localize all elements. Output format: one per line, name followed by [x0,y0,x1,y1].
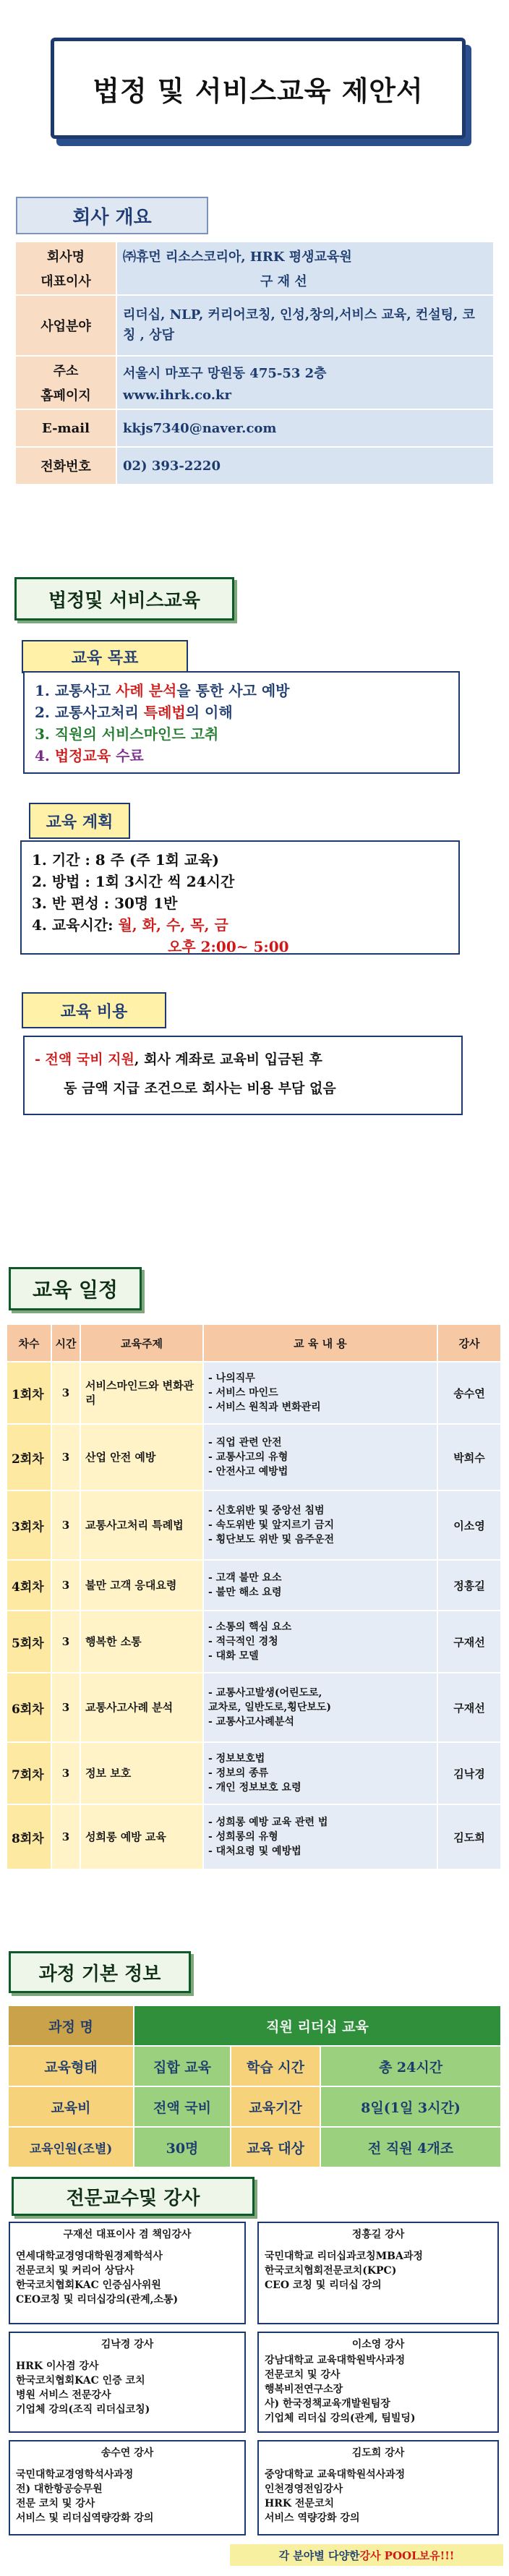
hours-cell: 3 [51,1804,80,1869]
teacher-cell: 이소영 [437,1490,501,1560]
company-overview-heading: 회사 개요 [16,197,208,234]
round-cell: 3회차 [7,1490,51,1560]
schedule-table [6,1323,502,1870]
schedule-header-row [7,1324,501,1362]
round-cell: 2회차 [7,1424,51,1490]
round-cell: 1회차 [7,1362,51,1424]
content-cell [203,1424,437,1490]
course-info-row [8,2086,501,2127]
schedule-row [7,1611,501,1673]
round-cell: 7회차 [7,1742,51,1804]
plan-item: 4. 교육시간: 월, 화, 수, 목, 금 [32,916,228,934]
content-cell [203,1560,437,1611]
plan-item: 1. 기간 : 8 주 (주 1회 교육) [32,851,220,869]
content-line: - 교통사고의 유형 [208,1451,288,1463]
instructor-card: 김도희 강사 중앙대학교 교육대학원석사과정 인천경영전임강사 HRK 전문코치 서비스 역량강화 강의 [257,2440,499,2536]
info-value: 총 24시간 [320,2046,501,2086]
instructor-pool-banner: 각 분야별 다양한 강사 POOL 보유!!! [230,2544,503,2566]
topic-cell: 정보 보호 [80,1742,203,1804]
plan-list [20,840,460,955]
info-key: 학습 시간 [231,2046,320,2086]
content-cell [203,1611,437,1673]
course-name-key: 과정 명 [8,2005,134,2046]
hours-cell: 3 [51,1742,80,1804]
document-title: 법정 및 서비스교육 제안서 [51,38,466,139]
content-line: 교차로, 일반도로,횡단보도) [208,1702,332,1713]
cost-line-1: - 전액 국비 지원, 회사 계좌로 교육비 입금된 후 [35,1052,322,1067]
content-cell [203,1490,437,1560]
goals-label: 교육 목표 [22,640,188,673]
teacher-cell: 김도희 [437,1804,501,1869]
company-info-table [14,241,495,485]
content-line: - 대화 모델 [208,1650,259,1662]
topic-cell: 산업 안전 예방 [80,1424,203,1490]
teacher-cell: 송수연 [437,1362,501,1424]
content-cell [203,1804,437,1869]
content-line: - 개인 정보보호 요령 [208,1782,301,1794]
schedule-row [7,1424,501,1490]
cost-line-2: 동 금액 지급 조건으로 회사는 비용 부담 없음 [64,1080,336,1096]
hours-cell: 3 [51,1673,80,1742]
col-teacher: 강사 [437,1324,501,1362]
address-key: 주소 [53,364,79,379]
topic-cell: 교통사고사례 분석 [80,1673,203,1742]
instructor-card: 이소영 강사 강남대학교 교육대학원박사과정 전문코치 및 강사 행복비전연구소장 사) 한국정책교육개발원팀장 기업체 리더십 강의(관계, 팀빌딩) [257,2332,499,2433]
content-line: - 성희롱 예방 교육 관련 법 [208,1817,328,1828]
info-value: 8일(1일 3시간) [320,2086,501,2127]
col-topic: 교육주제 [80,1324,203,1362]
homepage-key: 홈페이지 [40,388,91,404]
program-heading: 법정및 서비스교육 [14,577,234,620]
company-row [15,242,494,295]
homepage-link[interactable]: www.ihrk.co.kr [123,387,231,403]
course-info-row [8,2127,501,2167]
hours-cell: 3 [51,1611,80,1673]
info-value: 집합 교육 [134,2046,231,2086]
plan-item: 3. 반 편성 : 30명 1반 [32,895,178,912]
info-key: 교육인원(조별) [8,2127,134,2167]
content-line: - 대처요령 및 예방법 [208,1846,301,1857]
content-cell [203,1673,437,1742]
goal-item: 4. 법정교육 수료 [35,747,144,764]
phone-key: 전화번호 [15,447,116,485]
course-name-row [8,2005,501,2046]
info-key: 교육 대상 [231,2127,320,2167]
course-info-table [7,2005,502,2168]
instructor-card: 송수연 강사 국민대학교경영학석사과정 전) 대한항공승무원 전문 코치 및 강사 서비스 및 리더십역량강화 강의 [9,2440,246,2536]
info-value: 전액 국비 [134,2086,231,2127]
company-row [15,295,494,356]
teacher-cell: 정흥길 [437,1560,501,1611]
info-key: 교육형태 [8,2046,134,2086]
content-cell [203,1742,437,1804]
cost-label: 교육 비용 [22,992,166,1028]
content-cell [203,1362,437,1424]
ceo-value: 구 재 선 [260,274,307,289]
schedule-row [7,1362,501,1424]
email-value[interactable]: kkjs7340@naver.com [116,409,494,447]
info-value: 30명 [134,2127,231,2167]
teacher-cell: 박희수 [437,1424,501,1490]
schedule-row [7,1490,501,1560]
content-line: - 교통사고발생(어린도로, [208,1687,322,1699]
ceo-key: 대표이사 [40,274,91,289]
topic-cell: 교통사고처리 특례법 [80,1490,203,1560]
content-line: - 정보보호법 [208,1753,265,1765]
course-name-value: 직원 리더십 교육 [134,2005,501,2046]
content-line: - 횡단보도 위반 및 음주운전 [208,1534,335,1545]
schedule-heading: 교육 일정 [9,1267,142,1310]
content-line: - 서비스 원칙과 변화관리 [208,1402,321,1413]
content-line: - 성희롱의 유형 [208,1831,278,1843]
company-name-value: ㈜휴먼 리소스코리아, HRK 평생교육원 [123,250,352,265]
content-line: - 안전사고 예방법 [208,1466,288,1477]
content-line: - 적극적인 경청 [208,1636,278,1647]
schedule-row [7,1742,501,1804]
instructors-heading: 전문교수및 강사 [12,2177,254,2216]
instructor-card: 정흥길 강사 국민대학교 리더십과코칭MBA과정 한국코치협회전문코치(KPC) CEO 코칭 및 리더십 강의 [257,2222,499,2324]
goal-item: 2. 교통사고처리 특례법의 이해 [35,704,233,721]
business-field-value: 리더십, NLP, 커리어코칭, 인성,창의,서비스 교육, 컨설팅, 코칭 , 상담 [116,295,494,356]
round-cell: 4회차 [7,1560,51,1611]
company-row [15,447,494,485]
content-line: - 고객 불만 요소 [208,1572,282,1584]
col-content: 교 육 내 용 [203,1324,437,1362]
company-row [15,356,494,409]
content-line: - 나의직무 [208,1373,255,1384]
schedule-row [7,1804,501,1869]
teacher-cell: 김낙경 [437,1742,501,1804]
plan-label: 교육 계획 [29,803,130,839]
hours-cell: 3 [51,1424,80,1490]
content-line: - 소통의 핵심 요소 [208,1621,292,1633]
info-value: 전 직원 4개조 [320,2127,501,2167]
content-line: - 신호위반 및 중앙선 침범 [208,1505,325,1517]
info-key: 교육비 [8,2086,134,2127]
course-info-row [8,2046,501,2086]
topic-cell: 서비스마인드와 변화관리 [80,1362,203,1424]
col-round: 차수 [7,1324,51,1362]
schedule-row [7,1560,501,1611]
content-line: - 정보의 종류 [208,1767,269,1779]
plan-item: 2. 방법 : 1회 3시간 씩 24시간 [32,873,235,890]
goal-item: 1. 교통사고 사례 분석을 통한 사고 예방 [35,682,290,699]
goal-item: 3. 직원의 서비스마인드 고취 [35,725,219,743]
content-line: - 교통사고사례분석 [208,1716,294,1728]
address-value: 서울시 마포구 망원동 475-53 2층 [123,365,327,381]
col-hours: 시간 [51,1324,80,1362]
cost-box [23,1036,463,1115]
course-info-heading: 과정 기본 정보 [9,1951,191,1993]
teacher-cell: 구재선 [437,1673,501,1742]
topic-cell: 행복한 소통 [80,1611,203,1673]
topic-cell: 불만 고객 응대요령 [80,1560,203,1611]
content-line: - 속도위반 및 앞지르기 금지 [208,1519,335,1531]
email-key: E-mail [15,409,116,447]
hours-cell: 3 [51,1490,80,1560]
round-cell: 8회차 [7,1804,51,1869]
info-key: 교육기간 [231,2086,320,2127]
hours-cell: 3 [51,1560,80,1611]
instructor-card: 김낙경 강사 HRK 이사겸 강사 한국코치협회KAC 인증 코치 병원 서비스 전문강사 기업체 강의(조직 리더십코칭) [9,2332,246,2433]
content-line: - 서비스 마인드 [208,1387,278,1399]
goals-list [23,671,460,774]
schedule-row [7,1673,501,1742]
teacher-cell: 구재선 [437,1611,501,1673]
hours-cell: 3 [51,1362,80,1424]
topic-cell: 성희롱 예방 교육 [80,1804,203,1869]
phone-value: 02) 393-2220 [116,447,494,485]
plan-hours: 오후 2:00~ 5:00 [168,938,289,955]
content-line: - 직업 관련 안전 [208,1437,282,1449]
round-cell: 6회차 [7,1673,51,1742]
round-cell: 5회차 [7,1611,51,1673]
company-name-key: 회사명 [46,250,85,265]
business-field-key: 사업분야 [15,295,116,356]
content-line: - 불만 해소 요령 [208,1587,282,1598]
instructor-card: 구재선 대표이사 겸 책임강사 연세대학교경영대학원경제학석사 전문코치 및 커리어 상담사 한국코치협회KAC 인증심사위원 CEO코칭 및 리더십강의(관계,소통) [9,2222,246,2324]
company-row [15,409,494,447]
